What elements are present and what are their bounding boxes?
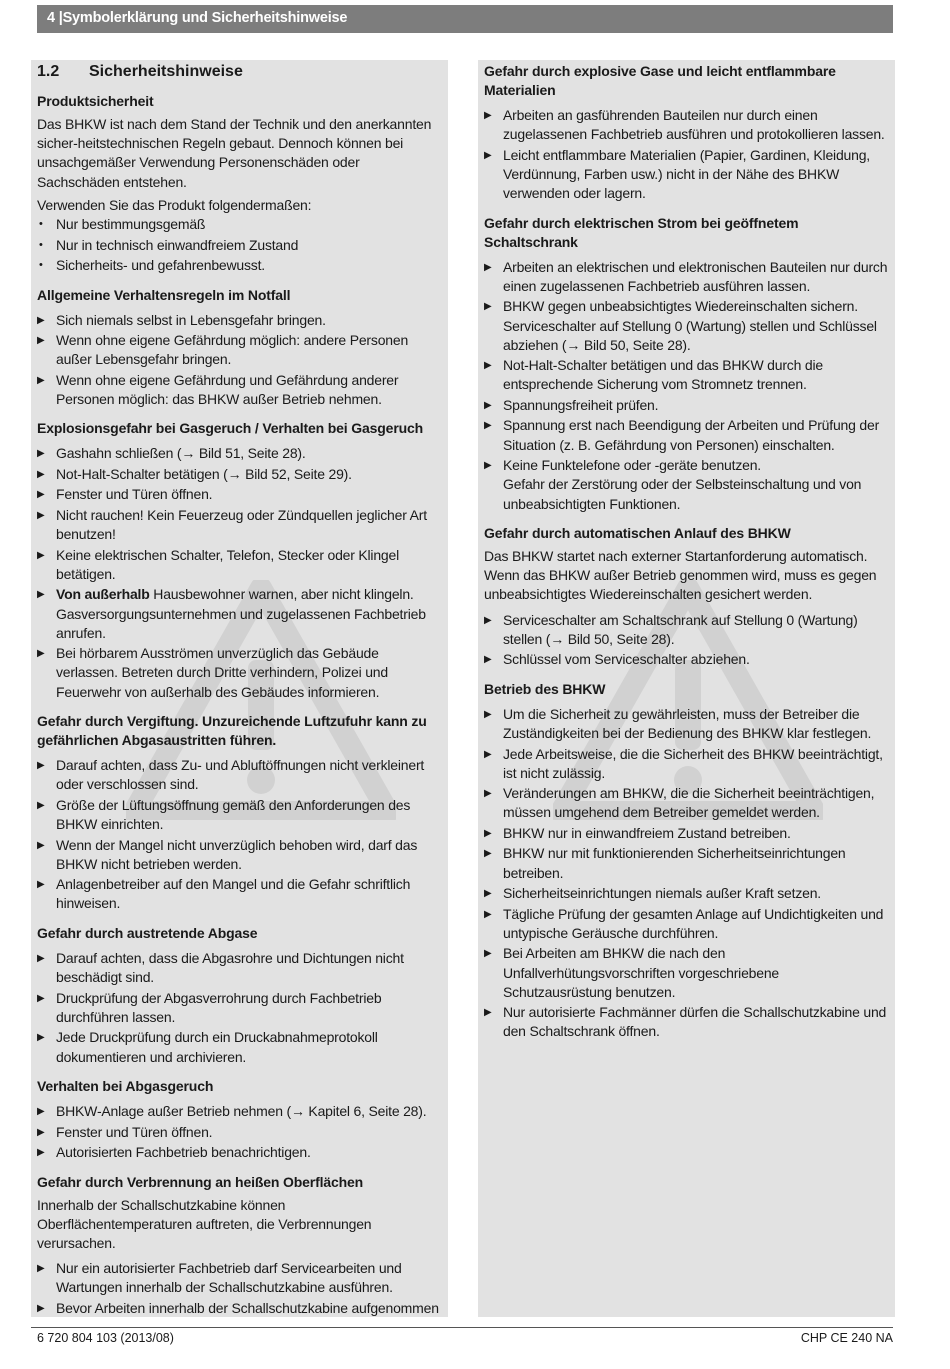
heading-vergiftung: Gefahr durch Vergiftung. Unzureichende Luftzufuhr kann zu gefährlichen Abgasaustritten führen.	[37, 713, 427, 749]
right-column	[478, 60, 895, 1317]
bold-text: Von außerhalb	[56, 586, 150, 603]
heading-automatischer-anlauf: Gefahr durch automatischen Anlauf des BHKW	[484, 525, 791, 542]
list-item: ▶ Wenn der Mangel nicht unverzüglich behoben wird, darf das BHKW nicht betrieben werden.	[37, 836, 442, 874]
list-usage	[37, 215, 442, 275]
list-item: ▶ Jede Druckprüfung durch ein Druckabnahmeprotokoll dokumentieren und archivieren.	[37, 1028, 442, 1066]
paragraph-verbrennung: Innerhalb der Schallschutzkabine können Oberflächentemperaturen auftreten, die Verbrennungen verursachen.	[37, 1196, 372, 1251]
heading-explosive-gase: Gefahr durch explosive Gase und leicht entflammbare Materialien	[484, 63, 836, 98]
list-item: ▶ Not-Halt-Schalter betätigen und das BHKW durch die entsprechende Sicherung vom Stromnetz trennen.	[484, 356, 889, 394]
list-item: ▶ BHKW nur in einwandfreiem Zustand betreiben.	[484, 824, 889, 843]
item-text: Keine Funktelefone oder -geräte benutzen.	[503, 457, 761, 474]
heading-gasgeruch: Explosionsgefahr bei Gasgeruch / Verhalten bei Gasgeruch	[37, 420, 424, 437]
list-explosive-gase	[484, 106, 889, 203]
footer-divider	[31, 1327, 893, 1328]
heading-abgasgeruch: Verhalten bei Abgasgeruch	[37, 1078, 214, 1095]
list-vergiftung	[37, 756, 442, 914]
chapter-title: Symbolerklärung und Sicherheitshinweise	[62, 10, 348, 26]
list-item: ▶ Druckprüfung der Abgasverrohrung durch Fachbetrieb durchführen lassen.	[37, 989, 442, 1027]
paragraph-product-safety: Das BHKW ist nach dem Stand der Technik und den anerkannten sicher-heitstechnischen Regeln gebaut. Dennoch können bei unsachgemäßer Verwendung Personenschäden oder Sachschäden entstehen.	[37, 116, 432, 190]
list-item: ▶ Not-Halt-Schalter betätigen (→ Bild 52, Seite 29).	[37, 465, 442, 484]
list-item: ▶ Serviceschalter am Schaltschrank auf Stellung 0 (Wartung) stellen (→ Bild 50, Seite 28).	[484, 611, 889, 649]
header-separator: |	[58, 10, 63, 26]
list-item: ▶ Nur ein autorisierter Fachbetrieb darf Servicearbeiten und Wartungen innerhalb der Schallschutzkabine ausführen.	[37, 1259, 442, 1297]
list-item: ▶ BHKW gegen unbeabsichtigtes Wiedereinschalten sichern. Serviceschalter auf Stellung 0 (Wartung) stellen und Schlüssel abziehen (→ Bild 50, Seite 28).	[484, 297, 889, 355]
list-item: ▶ Keine elektrischen Schalter, Telefon, Stecker oder Klingel betätigen.	[37, 546, 442, 584]
list-abgasgeruch	[37, 1102, 442, 1162]
list-item: ▶ Gashahn schließen (→ Bild 51, Seite 28).	[37, 444, 442, 463]
list-item: ▶ Darauf achten, dass Zu- und Abluftöffnungen nicht verkleinert oder verschlossen sind.	[37, 756, 442, 794]
list-item: ▶ Schlüssel vom Serviceschalter abziehen.	[484, 650, 889, 669]
list-item: ▶ Jede Arbeitsweise, die die Sicherheit des BHKW beeinträchtigt, ist nicht zulässig.	[484, 745, 889, 783]
item-text: Gefahr der Zerstörung oder der Selbsteinschaltung und von unbeabsichtigten Funktionen.	[503, 476, 862, 512]
list-item: ▶ Nicht rauchen! Kein Feuerzeug oder Zündquellen jeglicher Art benutzen!	[37, 506, 442, 544]
list-item: • Nur bestimmungsgemäß	[37, 215, 442, 234]
footer-product: CHP CE 240 NA	[800, 1331, 893, 1345]
list-item: • Nur in technisch einwandfreiem Zustand	[37, 236, 442, 255]
list-notfall	[37, 311, 442, 410]
section-number: 1.2	[37, 63, 60, 80]
list-item: ▶ Nur autorisierte Fachmänner dürfen die Schallschutzkabine und den Schaltschrank öffnen.	[484, 1003, 889, 1041]
list-automatischer-anlauf	[484, 611, 889, 670]
paragraph-usage-intro: Verwenden Sie das Produkt folgendermaßen:	[37, 196, 312, 213]
list-item: ▶ Sicherheitseinrichtungen niemals außer Kraft setzen.	[484, 884, 889, 903]
list-item: ▶ Arbeiten an gasführenden Bauteilen nur durch einen zugelassenen Fachbetrieb ausführen und protokollieren lassen.	[484, 106, 889, 144]
heading-betrieb: Betrieb des BHKW	[484, 680, 606, 697]
list-verbrennung	[37, 1259, 442, 1317]
heading-notfall: Allgemeine Verhaltensregeln im Notfall	[37, 286, 291, 303]
list-item: • Sicherheits- und gefahrenbewusst.	[37, 256, 442, 275]
list-item: ▶ Größe der Lüftungsöffnung gemäß den Anforderungen des BHKW einrichten.	[37, 796, 442, 834]
header-title-line	[47, 10, 347, 26]
list-item: ▶ Fenster und Türen öffnen.	[37, 485, 442, 504]
list-item: ▶ Bei Arbeiten am BHKW die nach den Unfallverhütungsvorschriften vorgeschriebene Schutzausrüstung benutzen.	[484, 944, 889, 1002]
list-elektrischer-strom	[484, 258, 889, 514]
list-item: ▶ Arbeiten an elektrischen und elektronischen Bauteilen nur durch einen zugelassenen Fachbetrieb ausführen lassen.	[484, 258, 889, 296]
list-item: ▶ Veränderungen am BHKW, die die Sicherheit beeinträchtigen, müssen umgehend dem Betreiber gemeldet werden.	[484, 784, 889, 822]
heading-verbrennung: Gefahr durch Verbrennung an heißen Oberflächen	[37, 1173, 364, 1190]
list-item	[484, 456, 889, 514]
heading-elektrischer-strom: Gefahr durch elektrischen Strom bei geöffnetem Schaltschrank	[484, 214, 799, 250]
section-heading	[37, 62, 442, 82]
list-item: ▶ Fenster und Türen öffnen.	[37, 1123, 442, 1142]
paragraph-automatischer-anlauf: Das BHKW startet nach externer Startanforderung automatisch. Wenn das BHKW außer Betrieb genommen wird, muss es gegen unbeabsichtigtes Wiedereinschalten gesichert werden.	[484, 548, 877, 603]
left-column	[31, 60, 448, 1317]
list-item: ▶ Wenn ohne eigene Gefährdung und Gefährdung anderer Personen möglich: das BHKW außer Betrieb nehmen.	[37, 371, 442, 409]
list-item	[37, 585, 442, 643]
list-abgase	[37, 949, 442, 1067]
list-item: ▶ Bevor Arbeiten innerhalb der Schallschutzkabine aufgenommen	[37, 1299, 442, 1317]
heading-produktsicherheit: Produktsicherheit	[37, 93, 154, 109]
page-header	[37, 5, 893, 33]
footer-doc-number: 6 720 804 103 (2013/08)	[37, 1331, 174, 1345]
item-text: Hausbewohner warnen, aber nicht klingeln. Gasversorgungsunternehmen und zugelassenen Fachbetrieb anrufen.	[56, 586, 426, 641]
list-betrieb	[484, 705, 889, 1042]
list-item: ▶ Leicht entflammbare Materialien (Papier, Gardinen, Kleidung, Verdünnung, Farben usw.) nicht in der Nähe des BHKW verwenden oder lagern.	[484, 146, 889, 204]
heading-abgase: Gefahr durch austretende Abgase	[37, 924, 258, 941]
list-item: ▶ Anlagenbetreiber auf den Mangel und die Gefahr schriftlich hinweisen.	[37, 875, 442, 913]
list-item: ▶ BHKW nur mit funktionierenden Sicherheitseinrichtungen betreiben.	[484, 844, 889, 882]
list-item: ▶ Tägliche Prüfung der gesamten Anlage auf Undichtigkeiten und untypische Geräusche durchführen.	[484, 905, 889, 943]
list-gasgeruch	[37, 444, 442, 701]
list-item: ▶ Um die Sicherheit zu gewährleisten, muss der Betreiber die Zuständigkeiten bei der Bedienung des BHKW klar festlegen.	[484, 705, 889, 743]
list-item: ▶ Autorisierten Fachbetrieb benachrichtigen.	[37, 1143, 442, 1162]
list-item: ▶ BHKW-Anlage außer Betrieb nehmen (→ Kapitel 6, Seite 28).	[37, 1102, 442, 1121]
list-item: ▶ Bei hörbarem Ausströmen unverzüglich das Gebäude verlassen. Betreten durch Dritte verhindern, Polizei und Feuerwehr von außerhalb des Gebäudes informieren.	[37, 644, 442, 702]
list-item: ▶ Spannungsfreiheit prüfen.	[484, 396, 889, 415]
section-title: Sicherheitshinweise	[89, 63, 243, 80]
list-item: ▶ Spannung erst nach Beendigung der Arbeiten und Prüfung der Situation (z. B. Gefährdung von Personen) einschalten.	[484, 416, 889, 454]
page-number: 4	[47, 10, 55, 26]
list-item: ▶ Darauf achten, dass die Abgasrohre und Dichtungen nicht beschädigt sind.	[37, 949, 442, 987]
list-item: ▶ Sich niemals selbst in Lebensgefahr bringen.	[37, 311, 442, 330]
list-item: ▶ Wenn ohne eigene Gefährdung möglich: andere Personen außer Lebensgefahr bringen.	[37, 331, 442, 369]
